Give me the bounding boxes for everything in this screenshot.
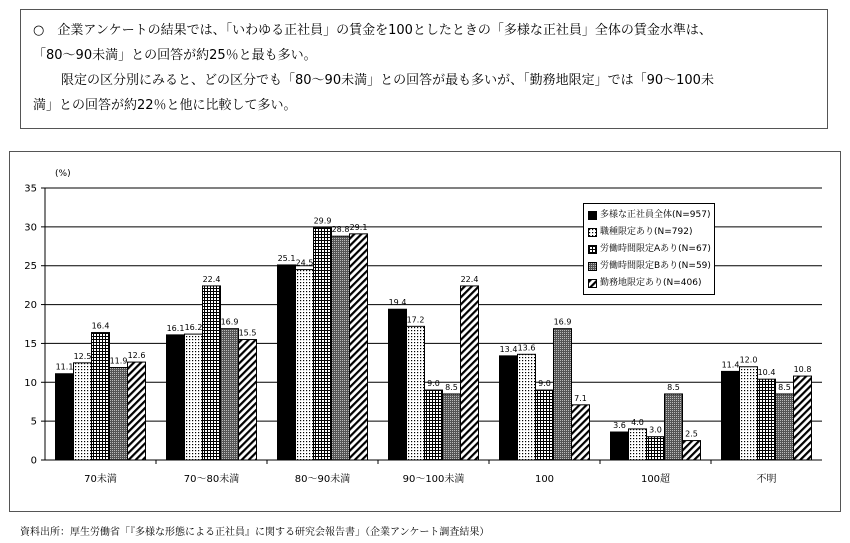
x-tick-label: 100 xyxy=(534,474,555,485)
data-label: 25.1 xyxy=(277,253,296,263)
source-note: 資料出所：厚生労働省「『多様な形態による正社員』に関する研究会報告書」（企業アンケート調査結果） xyxy=(20,527,490,538)
bar xyxy=(128,362,146,460)
bar xyxy=(683,441,701,460)
data-label: 19.4 xyxy=(388,298,407,308)
y-tick-label: 0 xyxy=(30,455,37,467)
data-label: 16.9 xyxy=(220,317,239,327)
summary-line-1: ○ 企業アンケートの結果では、「いわゆる正社員」の賃金を100としたときの「多様な正社員」全体の賃金水準は、 xyxy=(33,23,712,38)
data-label: 4.0 xyxy=(631,417,644,427)
legend-label: 勤務地限定あり(N=406) xyxy=(600,278,702,288)
bar xyxy=(572,405,590,460)
y-tick-label: 35 xyxy=(24,183,37,195)
data-label: 24.5 xyxy=(295,258,314,268)
data-label: 8.5 xyxy=(778,382,791,392)
summary-line-3: 限定の区分別にみると、どの区分でも「80～90未満」との回答が最も多いが、「勤務地限定」では「90～100未 xyxy=(61,73,714,88)
data-label: 29.1 xyxy=(349,222,368,232)
bar xyxy=(407,326,425,460)
y-tick-label: 15 xyxy=(24,338,37,350)
bar xyxy=(776,394,794,460)
legend-label: 職種限定あり(N=792) xyxy=(600,227,693,237)
bar xyxy=(185,334,203,460)
legend-swatch xyxy=(588,228,597,237)
x-tick-label: 70～80未満 xyxy=(183,474,240,485)
bar xyxy=(92,333,110,460)
data-label: 16.4 xyxy=(91,321,110,331)
bar xyxy=(332,236,350,460)
legend-swatch xyxy=(588,279,597,288)
legend-entry xyxy=(588,207,710,224)
data-label: 22.4 xyxy=(202,274,221,284)
data-label: 3.0 xyxy=(649,425,662,435)
data-label: 28.8 xyxy=(331,225,350,235)
legend-label: 労働時間限定Bあり(N=59) xyxy=(600,261,711,271)
bar xyxy=(794,376,812,460)
y-tick-label: 5 xyxy=(30,416,37,428)
bar xyxy=(554,329,572,460)
legend-entry xyxy=(588,275,710,292)
legend xyxy=(583,203,715,295)
data-label: 16.2 xyxy=(184,323,203,333)
bar xyxy=(314,228,332,460)
legend-swatch xyxy=(588,245,597,254)
bar xyxy=(350,234,368,460)
data-label: 9.0 xyxy=(427,379,440,389)
bar xyxy=(443,394,461,460)
y-tick-label: 10 xyxy=(24,377,37,389)
bar xyxy=(647,437,665,460)
legend-label: 労働時間限定Aあり(N=67) xyxy=(600,244,711,254)
data-label: 2.5 xyxy=(685,429,698,439)
legend-entry xyxy=(588,258,710,275)
data-label: 12.6 xyxy=(127,351,146,361)
y-axis-unit: (%) xyxy=(55,169,71,179)
summary-line-4: 満」との回答が約22％と他に比較して多い。 xyxy=(33,98,297,113)
bar xyxy=(389,309,407,460)
bar xyxy=(167,335,185,460)
bar xyxy=(278,265,296,460)
bar xyxy=(425,390,443,460)
data-label: 7.1 xyxy=(574,393,587,403)
y-tick-label: 25 xyxy=(24,261,37,273)
x-tick-label: 90～100未満 xyxy=(402,474,465,485)
legend-swatch xyxy=(588,262,597,271)
data-label: 9.0 xyxy=(538,379,551,389)
data-label: 22.4 xyxy=(460,274,479,284)
bar xyxy=(722,371,740,460)
data-label: 13.4 xyxy=(499,344,518,354)
bar xyxy=(500,356,518,460)
bar xyxy=(203,286,221,460)
bar xyxy=(665,394,683,460)
summary-line-2: 「80～90未満」との回答が約25％と最も多い。 xyxy=(33,48,317,63)
bar xyxy=(221,329,239,460)
bar xyxy=(110,368,128,460)
y-tick-label: 20 xyxy=(24,300,37,312)
x-tick-label: 80～90未満 xyxy=(294,474,351,485)
bar xyxy=(758,379,776,460)
legend-entry xyxy=(588,224,710,241)
data-label: 10.4 xyxy=(757,368,776,378)
data-label: 16.9 xyxy=(553,317,572,327)
data-label: 11.1 xyxy=(55,362,74,372)
bar xyxy=(518,354,536,460)
data-label: 15.5 xyxy=(238,328,257,338)
data-label: 8.5 xyxy=(667,382,680,392)
data-label: 13.6 xyxy=(517,343,536,353)
legend-swatch xyxy=(588,211,597,220)
y-tick-label: 30 xyxy=(24,222,37,234)
legend-label: 多様な正社員全体(N=957) xyxy=(600,210,711,220)
data-label: 8.5 xyxy=(445,382,458,392)
x-tick-label: 不明 xyxy=(756,474,777,485)
data-label: 12.5 xyxy=(73,351,92,361)
legend-entry xyxy=(588,241,710,258)
bar xyxy=(740,367,758,460)
x-tick-label: 70未満 xyxy=(84,474,117,485)
bar xyxy=(239,340,257,460)
bar xyxy=(536,390,554,460)
bar xyxy=(56,374,74,460)
data-label: 29.9 xyxy=(313,216,332,226)
bar xyxy=(629,429,647,460)
data-label: 17.2 xyxy=(406,315,425,325)
data-label: 3.6 xyxy=(613,421,626,431)
data-label: 10.8 xyxy=(793,365,812,375)
data-label: 16.1 xyxy=(166,323,185,333)
data-label: 11.4 xyxy=(721,360,740,370)
data-label: 12.0 xyxy=(739,355,758,365)
bar xyxy=(461,286,479,460)
x-tick-label: 100超 xyxy=(640,474,671,485)
data-label: 11.9 xyxy=(109,356,128,366)
bar xyxy=(611,432,629,460)
bar xyxy=(296,270,314,460)
bar xyxy=(74,363,92,460)
